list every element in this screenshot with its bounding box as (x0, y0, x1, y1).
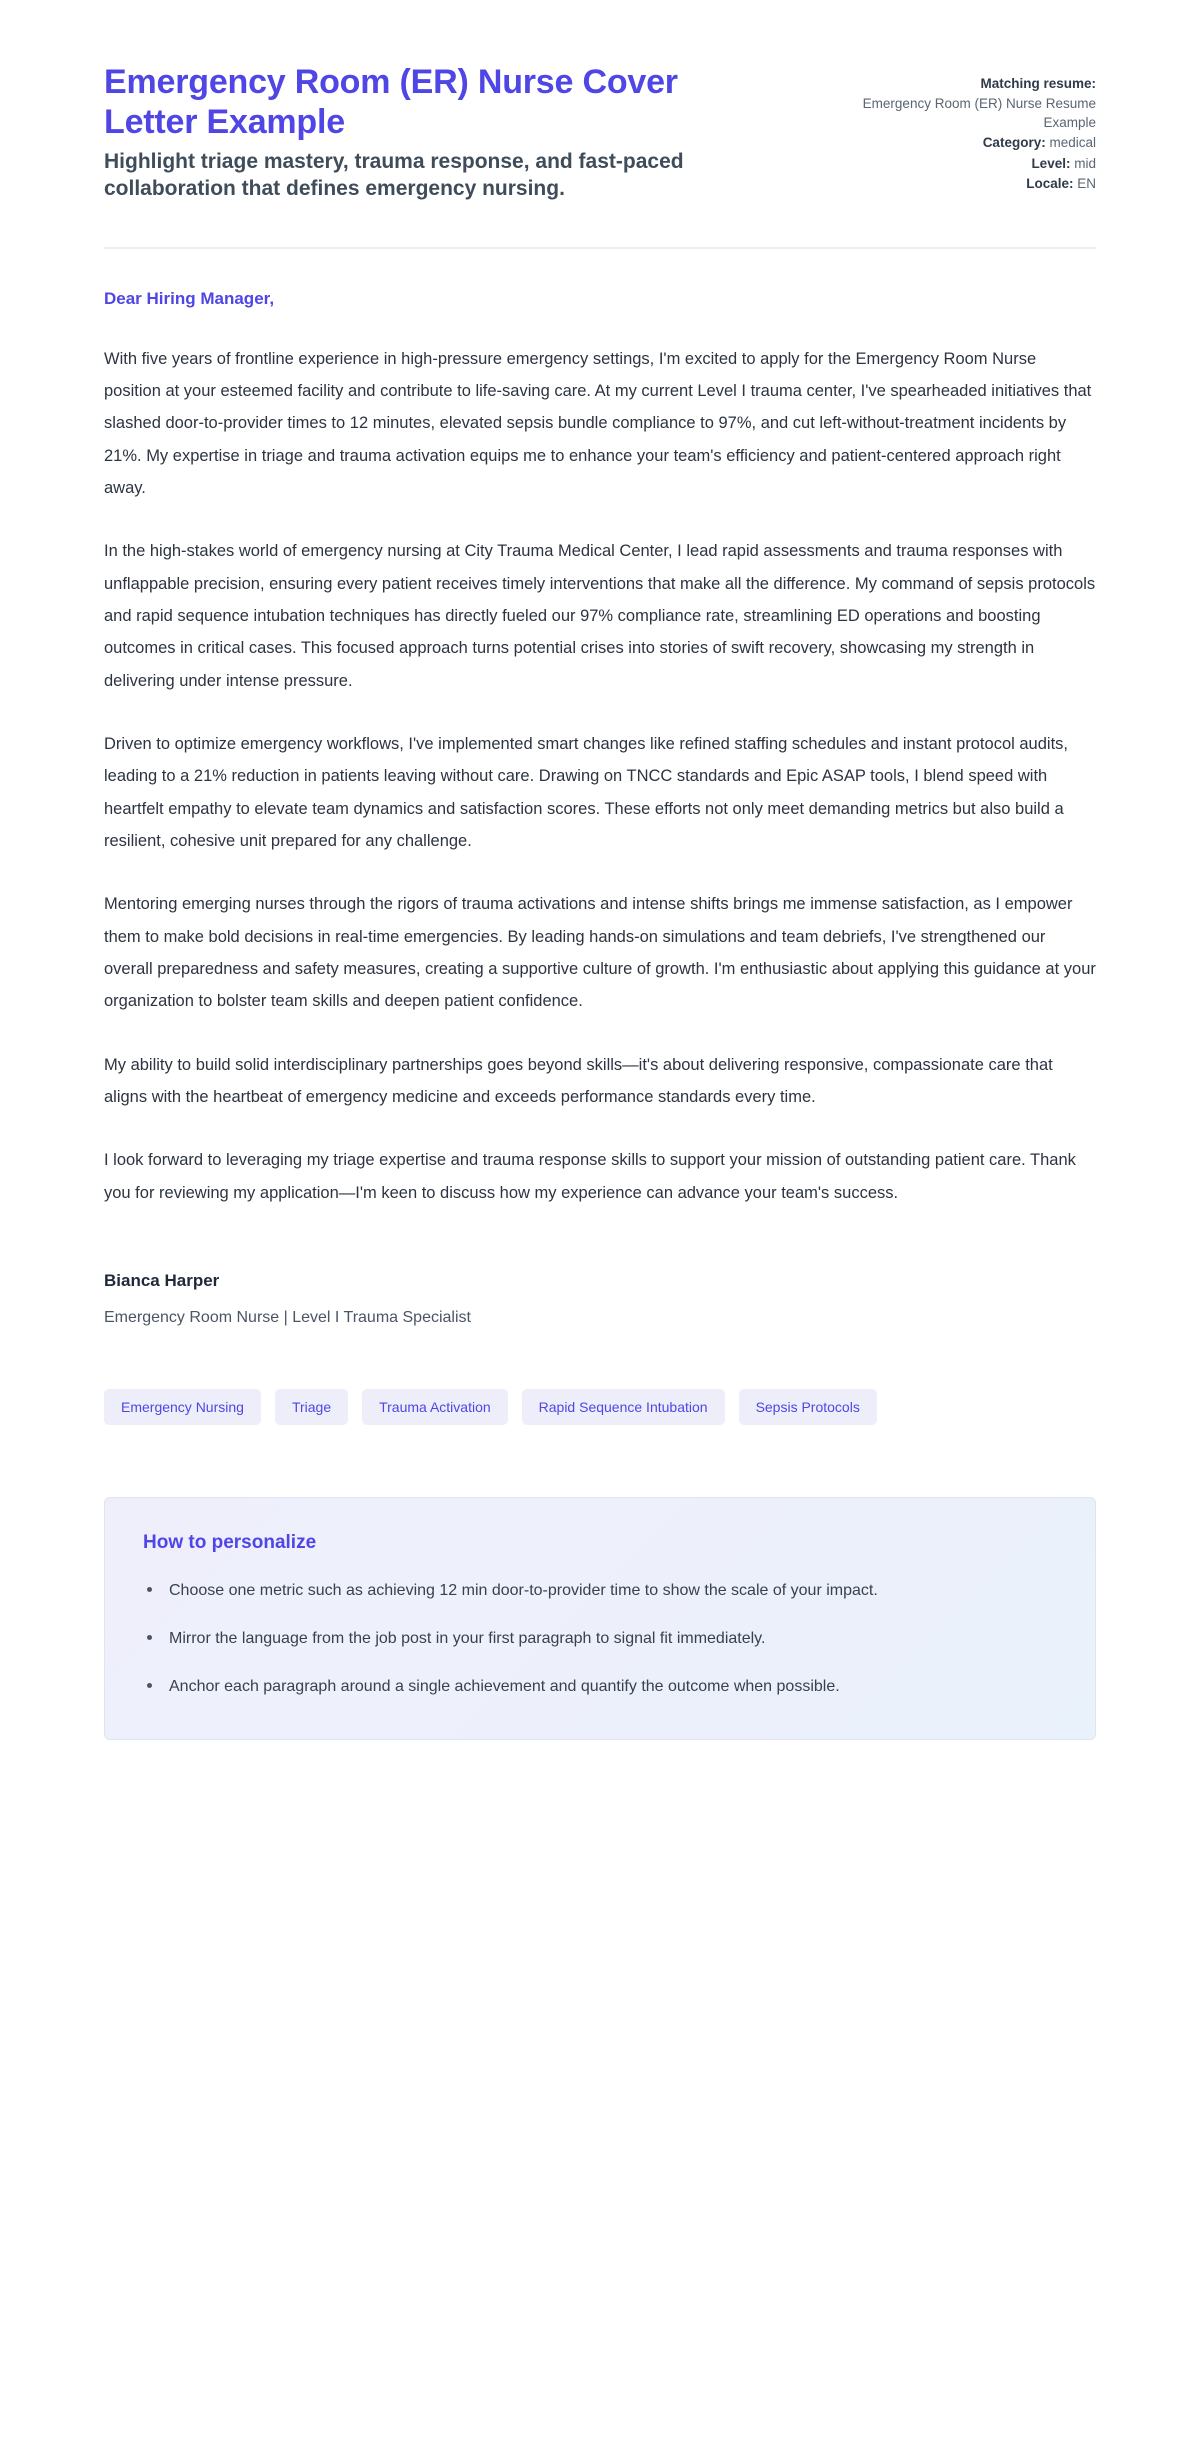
letter-salutation: Dear Hiring Manager, (104, 288, 275, 308)
skill-tag[interactable]: Sepsis Protocols (739, 1389, 877, 1425)
meta-level-label: Level: (1031, 155, 1071, 171)
callout-tip-item (143, 1624, 1057, 1653)
meta-locale-label: Locale: (1026, 175, 1074, 191)
meta-category-value: medical (1049, 135, 1096, 151)
skill-tag[interactable]: Triage (275, 1389, 348, 1425)
bullet-dot-icon (147, 1587, 152, 1592)
bullet-dot-icon (147, 1635, 152, 1640)
bullet-dot-icon (147, 1683, 152, 1688)
callout-tip-item (143, 1576, 1057, 1605)
callout-tip-item (143, 1672, 1057, 1701)
callout-title: How to personalize (143, 1531, 317, 1553)
personalize-callout (104, 1497, 1096, 1740)
skill-tag[interactable]: Trauma Activation (362, 1389, 508, 1425)
meta-matching-resume (838, 74, 1096, 93)
letter-signature (104, 1271, 1096, 1327)
callout-tip-list (143, 1576, 1057, 1701)
meta-level (838, 154, 1096, 173)
callout-tip-text: Choose one metric such as achieving 12 min door-to-provider time to show the scale of your impact. (169, 1581, 878, 1599)
meta-locale-value: EN (1077, 175, 1096, 191)
meta-matching-resume-label: Matching resume: (980, 76, 1096, 91)
letter-paragraph: Mentoring emerging nurses through the rigors of trauma activations and intense shifts brings me immense satisfaction, as I empower them to make bold decisions in real-time emergencies. By leading hands-on simulations and team debriefs, I've strengthened our overall preparedness and safety measures, creating a supportive culture of growth. I'm enthusiastic about applying this guidance at your organization to bolster team skills and deepen patient confidence. (104, 895, 1096, 1011)
meta-matching-resume-value: Emergency Room (ER) Nurse Resume Example (862, 96, 1096, 131)
skill-tag-list (104, 1389, 1096, 1425)
callout-tip-text: Anchor each paragraph around a single achievement and quantify the outcome when possible. (169, 1678, 840, 1696)
skill-tag[interactable]: Emergency Nursing (104, 1389, 261, 1425)
meta-matching-resume-value-row (838, 94, 1096, 132)
meta-locale (838, 174, 1096, 193)
letter-paragraph: In the high-stakes world of emergency nursing at City Trauma Medical Center, I lead rapid assessments and trauma responses with unflappable precision, ensuring every patient receives timely interventions that make all the difference. My command of sepsis protocols and rapid sequence intubation techniques has directly fueled our 97% compliance rate, streamlining ED operations and boosting outcomes in critical cases. This focused approach turns potential crises into stories of swift recovery, showcasing my strength in delivering under intense pressure. (104, 542, 1096, 690)
meta-category (838, 133, 1096, 152)
meta-category-label: Category: (982, 135, 1046, 151)
letter-paragraph: I look forward to leveraging my triage expertise and trauma response skills to support your mission of outstanding patient care. Thank you for reviewing my application—I'm keen to discuss how my experience can advance your team's success. (104, 1151, 1076, 1202)
letter-paragraph: Driven to optimize emergency workflows, I've implemented smart changes like refined staffing schedules and instant protocol audits, leading to a 21% reduction in patients leaving without care. Drawing on TNCC standards and Epic ASAP tools, I blend speed with heartfelt empathy to elevate team dynamics and satisfaction scores. These efforts not only meet demanding metrics but also build a resilient, cohesive unit prepared for any challenge. (104, 734, 1068, 850)
page-subtitle: Highlight triage mastery, trauma response, and fast-paced collaboration that defines emergency nursing. (104, 149, 684, 200)
document-metadata (838, 62, 1096, 194)
page-title: Emergency Room (ER) Nurse Cover Letter Example (104, 63, 678, 142)
letter-paragraph: My ability to build solid interdisciplinary partnerships goes beyond skills—it's about delivering responsive, compassionate care that aligns with the heartbeat of emergency medicine and exceeds performance standards every time. (104, 1055, 1053, 1106)
page-header (104, 62, 1096, 203)
cover-letter-body (104, 249, 1096, 1209)
header-title-block (104, 62, 804, 203)
signature-name: Bianca Harper (104, 1270, 220, 1290)
letter-paragraph: With five years of frontline experience in high-pressure emergency settings, I'm excited to apply for the Emergency Room Nurse position at your esteemed facility and contribute to life-saving care. At my current Level I trauma center, I've spearheaded initiatives that slashed door-to-provider times to 12 minutes, elevated sepsis bundle compliance to 97%, and cut left-without-treatment incidents by 21%. My expertise in triage and trauma activation equips me to enhance your team's efficiency and patient-centered approach right away. (104, 349, 1092, 497)
bottom-spacer (104, 1740, 1096, 1800)
meta-level-value: mid (1074, 155, 1096, 171)
callout-tip-text: Mirror the language from the job post in your first paragraph to signal fit immediately. (169, 1629, 766, 1647)
letter-paragraphs (104, 343, 1096, 1209)
page-content-container (104, 0, 1096, 1800)
signature-role: Emergency Room Nurse | Level I Trauma Specialist (104, 1308, 471, 1326)
skill-tag[interactable]: Rapid Sequence Intubation (522, 1389, 725, 1425)
